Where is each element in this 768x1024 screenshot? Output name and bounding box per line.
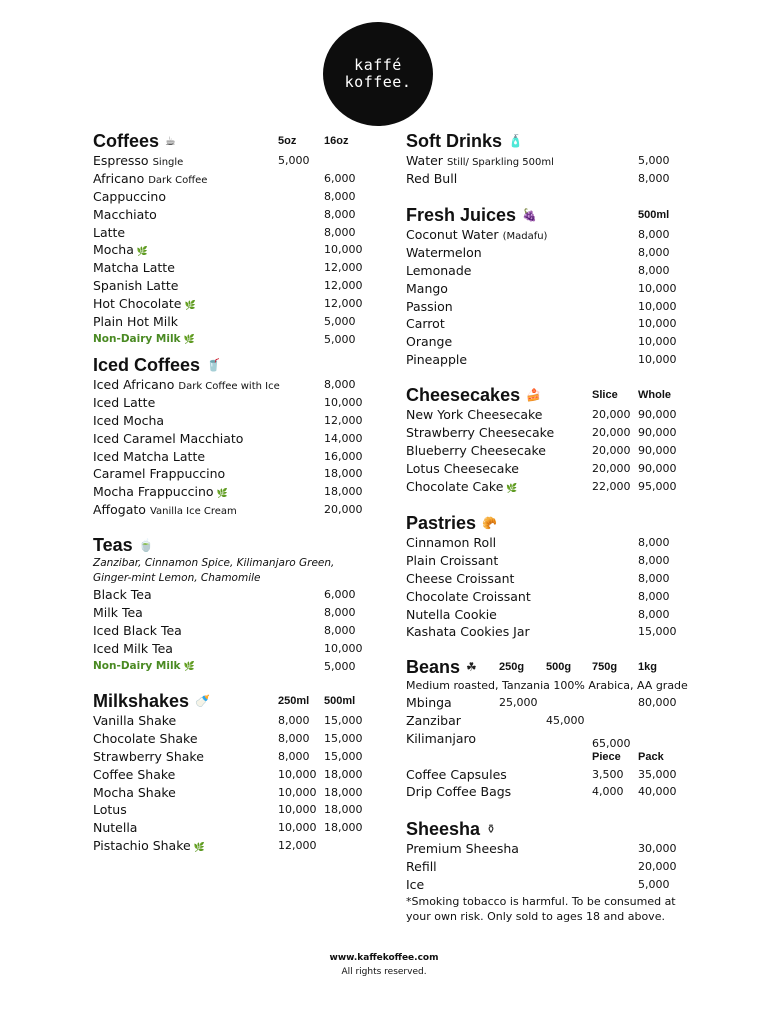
- grapes-icon: 🍇: [522, 208, 538, 222]
- beans-col-pack: Pack: [638, 750, 664, 763]
- list-item: Plain Croissant 8,000: [406, 552, 670, 568]
- hookah-icon: ⚱: [486, 822, 497, 836]
- list-item: Spanish Latte 12,000: [93, 278, 363, 294]
- teas-flavors-note-1: Zanzibar, Cinnamon Spice, Kilimanjaro Green,: [93, 557, 335, 569]
- soft-drinks-title: Soft Drinks: [406, 131, 503, 151]
- beans-col-1kg: 1kg: [638, 661, 657, 673]
- list-item: Caramel Frappuccino 18,000: [93, 466, 363, 482]
- brand-logo: [323, 22, 433, 126]
- leaf-icon: 🌿: [136, 247, 149, 258]
- footer-website-link[interactable]: www.kaffekoffee.com: [329, 953, 439, 963]
- beans-col-500g: 500g: [546, 661, 572, 673]
- leaf-icon: 🌿: [216, 489, 228, 500]
- list-item: Strawberry Cheesecake 20,000 90,000: [406, 424, 677, 440]
- list-item: Ice 5,000: [406, 876, 670, 892]
- footer: [0, 951, 768, 979]
- list-item: Nutella 10,000 18,000: [93, 820, 363, 836]
- right-column: [406, 126, 696, 924]
- leaf-icon: 🌿: [193, 843, 205, 854]
- list-item: Cheese Croissant 8,000: [406, 570, 670, 586]
- list-item: Coconut Water (Madafu) 8,000: [406, 227, 670, 242]
- list-item: Cinnamon Roll 8,000: [406, 535, 670, 550]
- coffees-col-16oz: 16oz: [324, 135, 349, 147]
- croissant-icon: 🥐: [482, 516, 498, 530]
- list-item: Mocha 🌿 10,000: [93, 242, 363, 258]
- list-item: Iced Latte 10,000: [93, 394, 363, 410]
- list-item: Matcha Latte 12,000: [93, 260, 363, 276]
- logo-line-2: koffee.: [344, 73, 412, 91]
- list-item: Premium Sheesha 30,000: [406, 841, 677, 856]
- list-item: Iced Matcha Latte 16,000: [93, 448, 363, 464]
- list-item: Iced Black Tea 8,000: [93, 622, 356, 638]
- teas-section: [93, 530, 373, 686]
- beans-section: [406, 652, 696, 814]
- list-item: Chocolate Shake 8,000 15,000: [93, 730, 363, 746]
- list-item: Coffee Capsules 3,500 35,000: [406, 766, 677, 782]
- list-item: Orange 10,000: [406, 334, 677, 350]
- list-item: Mbinga 25,000 80,000: [406, 695, 677, 710]
- list-item: Kashata Cookies Jar 15,000: [406, 624, 677, 640]
- list-item: Drip Coffee Bags 4,000 40,000: [406, 784, 677, 800]
- beans-subheader: [406, 748, 696, 766]
- iced-coffees-title: Iced Coffees: [93, 355, 201, 375]
- sheesha-title: Sheesha: [406, 819, 481, 839]
- logo-line-1: kaffé: [354, 56, 402, 74]
- soft-drinks-section: [406, 126, 696, 200]
- beans-description: Medium roasted, Tanzania 100% Arabica, AA grade: [406, 679, 688, 692]
- milkshakes-section: [93, 686, 373, 855]
- list-item: Affogato Vanilla Ice Cream 20,000: [93, 502, 363, 518]
- list-item: Passion 10,000: [406, 298, 677, 314]
- list-item: Blueberry Cheesecake 20,000 90,000: [406, 442, 677, 458]
- bottle-icon: 🧴: [508, 134, 523, 148]
- footer-rights: All rights reserved.: [341, 967, 427, 977]
- left-column: [93, 126, 373, 855]
- list-item: Iced Milk Tea 10,000: [93, 640, 363, 656]
- list-item: Black Tea 6,000: [93, 587, 356, 602]
- cheesecakes-title: Cheesecakes: [406, 385, 521, 405]
- sheesha-warning: *Smoking tobacco is harmful. To be consumed at your own risk. Only sold to ages 18 and above.: [406, 894, 676, 923]
- list-item: Latte 8,000: [93, 224, 356, 240]
- list-item: Strawberry Shake 8,000 15,000: [93, 748, 363, 764]
- list-item: Red Bull 8,000: [406, 170, 670, 186]
- list-item: Africano Dark Coffee 6,000: [93, 170, 356, 186]
- cheesecakes-section: [406, 380, 696, 508]
- list-item: Lotus 10,000 18,000: [93, 802, 363, 818]
- cheesecakes-col-slice: Slice: [592, 389, 618, 401]
- list-item: Nutella Cookie 8,000: [406, 606, 670, 622]
- list-item: Lemonade 8,000: [406, 262, 670, 278]
- beans-col-piece: Piece: [592, 750, 621, 763]
- sheesha-section: [406, 814, 696, 924]
- list-item: Cappuccino 8,000: [93, 188, 356, 204]
- milkshakes-col-500ml: 500ml: [324, 695, 356, 707]
- list-item: Pistachio Shake 🌿 12,000: [93, 838, 317, 854]
- list-item: Iced Caramel Macchiato 14,000: [93, 430, 363, 446]
- leaf-icon: 🌿: [183, 334, 195, 345]
- coffee-cup-icon: ☕: [165, 134, 176, 148]
- list-item: Iced Mocha 12,000: [93, 412, 363, 428]
- coffees-section: [93, 126, 373, 350]
- list-item: Macchiato 8,000: [93, 206, 356, 222]
- list-item: Mocha Frappuccino 🌿 18,000: [93, 484, 363, 500]
- list-item: Pineapple 10,000: [406, 352, 677, 368]
- list-item: Espresso Single 5,000: [93, 153, 310, 168]
- coffees-col-5oz: 5oz: [278, 135, 297, 147]
- list-item: Lotus Cheesecake 20,000 90,000: [406, 460, 677, 476]
- non-dairy-milk-item: Non-Dairy Milk 🌿 5,000: [93, 659, 356, 673]
- fresh-juices-title: Fresh Juices: [406, 205, 517, 225]
- list-item: Milk Tea 8,000: [93, 604, 356, 620]
- leaf-icon: 🌿: [184, 301, 196, 312]
- milk-bottle-icon: 🍼: [195, 694, 211, 708]
- milkshakes-title: Milkshakes: [93, 691, 190, 711]
- juices-col-500ml: 500ml: [638, 209, 670, 221]
- iced-coffees-section: [93, 350, 373, 530]
- list-item: Iced Africano Dark Coffee with Ice 8,000: [93, 377, 356, 392]
- list-item: Water Still/ Sparkling 500ml 5,000: [406, 153, 670, 168]
- fresh-juices-section: [406, 200, 696, 380]
- list-item: Carrot 10,000: [406, 316, 677, 332]
- cheesecakes-col-whole: Whole: [638, 389, 671, 401]
- list-item: Mango 10,000: [406, 280, 677, 296]
- pastries-title: Pastries: [406, 513, 477, 533]
- list-item: Chocolate Croissant 8,000: [406, 588, 670, 604]
- milkshakes-col-250ml: 250ml: [278, 695, 310, 707]
- teas-flavors-note-2: Ginger-mint Lemon, Chamomile: [93, 572, 261, 584]
- leaf-icon: 🌿: [183, 661, 195, 672]
- list-item: Refill 20,000: [406, 858, 677, 874]
- list-item: Mocha Shake 10,000 18,000: [93, 784, 363, 800]
- cake-slice-icon: 🍰: [526, 388, 542, 402]
- list-item: New York Cheesecake 20,000 90,000: [406, 407, 677, 422]
- list-item: Watermelon 8,000: [406, 244, 670, 260]
- list-item: Hot Chocolate 🌿 12,000: [93, 296, 363, 312]
- list-item: Chocolate Cake 🌿 22,000 95,000: [406, 478, 677, 494]
- non-dairy-milk-item: Non-Dairy Milk 🌿 5,000: [93, 332, 356, 346]
- coffees-title: Coffees: [93, 131, 160, 151]
- teacup-icon: 🍵: [138, 538, 154, 552]
- teas-title: Teas: [93, 535, 133, 555]
- list-item: Coffee Shake 10,000 18,000: [93, 766, 363, 782]
- coffee-beans-icon: ☘: [466, 660, 477, 674]
- list-item: Zanzibar 45,000: [406, 712, 585, 728]
- pastries-section: [406, 508, 696, 652]
- beans-title: Beans: [406, 657, 461, 677]
- iced-cup-icon: 🥤: [206, 358, 221, 372]
- list-item: Plain Hot Milk 5,000: [93, 314, 356, 330]
- beans-col-750g: 750g: [592, 661, 618, 673]
- list-item: Vanilla Shake 8,000 15,000: [93, 713, 363, 728]
- beans-col-250g: 250g: [499, 661, 525, 673]
- list-item: Kilimanjaro 65,000: [406, 730, 631, 750]
- leaf-icon: 🌿: [506, 483, 518, 494]
